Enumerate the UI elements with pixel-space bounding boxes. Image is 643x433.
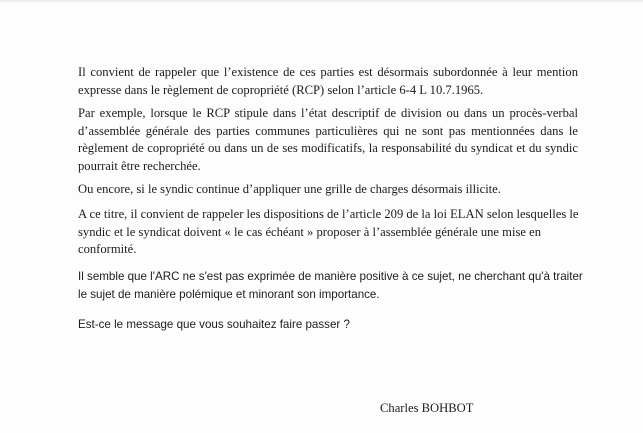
paragraph-question: Est-ce le message que vous souhaitez faire passer ? bbox=[78, 318, 350, 331]
paragraph-loi-elan: A ce titre, il convient de rappeler les dispositions de l’article 209 de la loi ELAN selon lesquelles le syndic et le syndicat doivent « le cas échéant » proposer à l’assemblée générale une mise en conformité. bbox=[78, 207, 579, 257]
paragraph-arc: Il semble que l'ARC ne s'est pas exprimée de manière positive à ce sujet, ne cherchant qu'à traiter le sujet de manière polémique et minorant son importance. bbox=[78, 270, 583, 301]
paragraph-grille-charges: Ou encore, si le syndic continue d’appliquer une grille de charges désormais illicite. bbox=[78, 182, 501, 196]
paragraph-existence-parties: Il convient de rappeler que l’existence de ces parties est désormais subordonnée à leur mention expresse dans le règlement de copropriété (RCP) selon l’article 6-4 L 10.7.1965. bbox=[78, 65, 578, 97]
scan-edge bbox=[0, 0, 643, 3]
paragraph-exemple-rcp: Par exemple, lorsque le RCP stipule dans l’état descriptif de division ou dans un procès-verbal d’assemblée générale des parties communes particulières qui ne sont pas mentionnées dans le règlement de copropriété ou dans un de ses modificatifs, la responsabilité du syndicat et du syndic pourrait être recherchée. bbox=[78, 106, 578, 173]
signature: Charles BOHBOT bbox=[380, 401, 474, 415]
